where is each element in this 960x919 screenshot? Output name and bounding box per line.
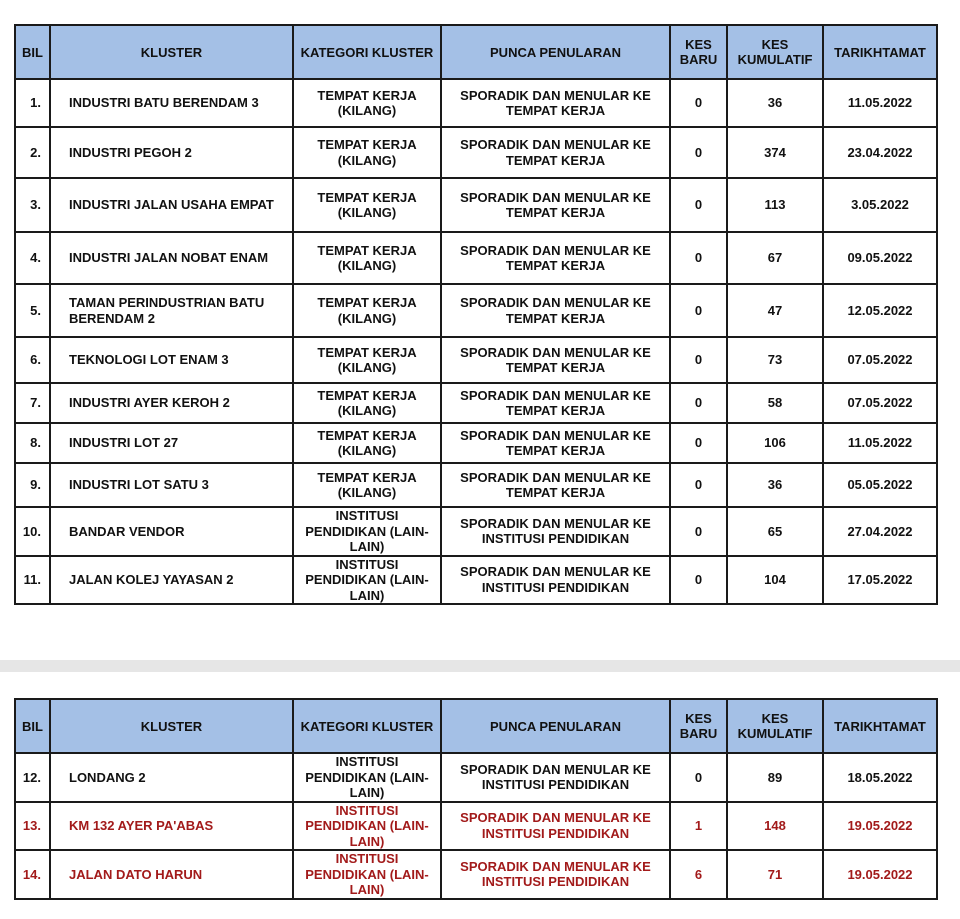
cell-punca: SPORADIK DAN MENULAR KE TEMPAT KERJA — [441, 284, 670, 337]
table-row — [15, 79, 937, 127]
cell-punca: SPORADIK DAN MENULAR KE TEMPAT KERJA — [441, 423, 670, 463]
cell-kes-baru: 0 — [670, 178, 727, 232]
cell-kes-baru: 6 — [670, 850, 727, 899]
table-row — [15, 284, 937, 337]
cell-kluster: INDUSTRI LOT 27 — [50, 423, 293, 463]
cell-kluster: JALAN KOLEJ YAYASAN 2 — [50, 556, 293, 605]
header-punca: PUNCA PENULARAN — [441, 699, 670, 753]
cell-kes-baru: 0 — [670, 423, 727, 463]
cell-kategori: TEMPAT KERJA (KILANG) — [293, 178, 441, 232]
table-row — [15, 556, 937, 605]
cell-kes-kumulatif: 374 — [727, 127, 823, 178]
cell-kes-baru: 0 — [670, 753, 727, 802]
cell-kes-baru: 0 — [670, 284, 727, 337]
header-kes-kumulatif: KES KUMULATIF — [727, 699, 823, 753]
header-kategori: KATEGORI KLUSTER — [293, 25, 441, 79]
cell-kluster: LONDANG 2 — [50, 753, 293, 802]
cell-kluster: INDUSTRI PEGOH 2 — [50, 127, 293, 178]
table-row — [15, 802, 937, 851]
table-header-row — [15, 25, 937, 79]
cell-tarikh: 12.05.2022 — [823, 284, 937, 337]
cell-kategori: INSTITUSI PENDIDIKAN (LAIN-LAIN) — [293, 753, 441, 802]
cell-kategori: TEMPAT KERJA (KILANG) — [293, 232, 441, 284]
cell-kes-kumulatif: 148 — [727, 802, 823, 851]
cell-kategori: INSTITUSI PENDIDIKAN (LAIN-LAIN) — [293, 850, 441, 899]
table-row — [15, 507, 937, 556]
cell-kluster: INDUSTRI BATU BERENDAM 3 — [50, 79, 293, 127]
cell-kategori: TEMPAT KERJA (KILANG) — [293, 79, 441, 127]
cell-bil: 12. — [15, 753, 50, 802]
page-gap — [0, 660, 960, 672]
cell-kategori: TEMPAT KERJA (KILANG) — [293, 383, 441, 423]
cell-tarikh: 07.05.2022 — [823, 383, 937, 423]
table-row — [15, 178, 937, 232]
cell-kluster: TEKNOLOGI LOT ENAM 3 — [50, 337, 293, 383]
cell-kluster: INDUSTRI JALAN NOBAT ENAM — [50, 232, 293, 284]
cell-tarikh: 19.05.2022 — [823, 802, 937, 851]
header-bil: BIL — [15, 25, 50, 79]
cell-kategori: INSTITUSI PENDIDIKAN (LAIN-LAIN) — [293, 507, 441, 556]
cell-kes-kumulatif: 58 — [727, 383, 823, 423]
header-punca: PUNCA PENULARAN — [441, 25, 670, 79]
cell-punca: SPORADIK DAN MENULAR KE INSTITUSI PENDIDIKAN — [441, 802, 670, 851]
table-row — [15, 127, 937, 178]
table-page-2 — [0, 672, 960, 919]
table-header-row — [15, 699, 937, 753]
cell-punca: SPORADIK DAN MENULAR KE TEMPAT KERJA — [441, 127, 670, 178]
cell-kes-baru: 0 — [670, 383, 727, 423]
cell-kes-baru: 0 — [670, 556, 727, 605]
cell-punca: SPORADIK DAN MENULAR KE INSTITUSI PENDIDIKAN — [441, 507, 670, 556]
table-row — [15, 337, 937, 383]
cell-punca: SPORADIK DAN MENULAR KE INSTITUSI PENDIDIKAN — [441, 556, 670, 605]
cell-bil: 5. — [15, 284, 50, 337]
cell-bil: 9. — [15, 463, 50, 507]
cell-kes-kumulatif: 36 — [727, 79, 823, 127]
cluster-table-1 — [14, 24, 938, 605]
cell-kes-kumulatif: 113 — [727, 178, 823, 232]
header-kes-baru: KES BARU — [670, 25, 727, 79]
cell-kes-kumulatif: 36 — [727, 463, 823, 507]
cell-bil: 4. — [15, 232, 50, 284]
cluster-table-2 — [14, 698, 938, 900]
cell-kategori: TEMPAT KERJA (KILANG) — [293, 284, 441, 337]
cell-kes-kumulatif: 65 — [727, 507, 823, 556]
header-kluster: KLUSTER — [50, 699, 293, 753]
cell-kes-kumulatif: 71 — [727, 850, 823, 899]
cell-kes-kumulatif: 106 — [727, 423, 823, 463]
table-row — [15, 383, 937, 423]
cell-kluster: INDUSTRI JALAN USAHA EMPAT — [50, 178, 293, 232]
header-kategori: KATEGORI KLUSTER — [293, 699, 441, 753]
cell-tarikh: 18.05.2022 — [823, 753, 937, 802]
cell-bil: 3. — [15, 178, 50, 232]
cell-tarikh: 17.05.2022 — [823, 556, 937, 605]
cell-punca: SPORADIK DAN MENULAR KE TEMPAT KERJA — [441, 178, 670, 232]
cell-kluster: INDUSTRI LOT SATU 3 — [50, 463, 293, 507]
cell-tarikh: 07.05.2022 — [823, 337, 937, 383]
cell-kes-baru: 0 — [670, 463, 727, 507]
cell-kategori: TEMPAT KERJA (KILANG) — [293, 337, 441, 383]
cell-tarikh: 19.05.2022 — [823, 850, 937, 899]
cell-punca: SPORADIK DAN MENULAR KE TEMPAT KERJA — [441, 79, 670, 127]
cell-punca: SPORADIK DAN MENULAR KE TEMPAT KERJA — [441, 232, 670, 284]
cell-tarikh: 23.04.2022 — [823, 127, 937, 178]
cell-punca: SPORADIK DAN MENULAR KE TEMPAT KERJA — [441, 463, 670, 507]
cell-kategori: INSTITUSI PENDIDIKAN (LAIN-LAIN) — [293, 802, 441, 851]
cell-kes-baru: 0 — [670, 337, 727, 383]
cell-kluster: JALAN DATO HARUN — [50, 850, 293, 899]
cell-kluster: INDUSTRI AYER KEROH 2 — [50, 383, 293, 423]
cell-kluster: KM 132 AYER PA'ABAS — [50, 802, 293, 851]
cell-bil: 7. — [15, 383, 50, 423]
cell-punca: SPORADIK DAN MENULAR KE INSTITUSI PENDIDIKAN — [441, 850, 670, 899]
cell-punca: SPORADIK DAN MENULAR KE INSTITUSI PENDIDIKAN — [441, 753, 670, 802]
cell-kluster: BANDAR VENDOR — [50, 507, 293, 556]
cell-kategori: INSTITUSI PENDIDIKAN (LAIN-LAIN) — [293, 556, 441, 605]
cell-kes-kumulatif: 67 — [727, 232, 823, 284]
header-bil: BIL — [15, 699, 50, 753]
cell-kes-baru: 0 — [670, 127, 727, 178]
header-tarikh: TARIKHTAMAT — [823, 25, 937, 79]
cell-bil: 11. — [15, 556, 50, 605]
table-row — [15, 463, 937, 507]
cell-kategori: TEMPAT KERJA (KILANG) — [293, 423, 441, 463]
cell-kategori: TEMPAT KERJA (KILANG) — [293, 463, 441, 507]
cell-tarikh: 27.04.2022 — [823, 507, 937, 556]
cell-bil: 2. — [15, 127, 50, 178]
cell-bil: 14. — [15, 850, 50, 899]
cell-bil: 1. — [15, 79, 50, 127]
cell-bil: 8. — [15, 423, 50, 463]
table-row — [15, 423, 937, 463]
cell-bil: 10. — [15, 507, 50, 556]
cell-kes-kumulatif: 89 — [727, 753, 823, 802]
cell-kategori: TEMPAT KERJA (KILANG) — [293, 127, 441, 178]
header-kes-kumulatif: KES KUMULATIF — [727, 25, 823, 79]
header-kluster: KLUSTER — [50, 25, 293, 79]
table-row — [15, 232, 937, 284]
cell-kluster: TAMAN PERINDUSTRIAN BATU BERENDAM 2 — [50, 284, 293, 337]
table-row — [15, 753, 937, 802]
cell-bil: 13. — [15, 802, 50, 851]
header-kes-baru: KES BARU — [670, 699, 727, 753]
cell-tarikh: 11.05.2022 — [823, 79, 937, 127]
cell-punca: SPORADIK DAN MENULAR KE TEMPAT KERJA — [441, 337, 670, 383]
cell-kes-kumulatif: 73 — [727, 337, 823, 383]
header-tarikh: TARIKHTAMAT — [823, 699, 937, 753]
cell-kes-baru: 1 — [670, 802, 727, 851]
cell-kes-baru: 0 — [670, 79, 727, 127]
cell-bil: 6. — [15, 337, 50, 383]
cell-tarikh: 09.05.2022 — [823, 232, 937, 284]
cell-kes-kumulatif: 104 — [727, 556, 823, 605]
cell-kes-baru: 0 — [670, 232, 727, 284]
cell-tarikh: 3.05.2022 — [823, 178, 937, 232]
cell-tarikh: 05.05.2022 — [823, 463, 937, 507]
cell-kes-baru: 0 — [670, 507, 727, 556]
cell-kes-kumulatif: 47 — [727, 284, 823, 337]
table-row — [15, 850, 937, 899]
cell-tarikh: 11.05.2022 — [823, 423, 937, 463]
cell-punca: SPORADIK DAN MENULAR KE TEMPAT KERJA — [441, 383, 670, 423]
